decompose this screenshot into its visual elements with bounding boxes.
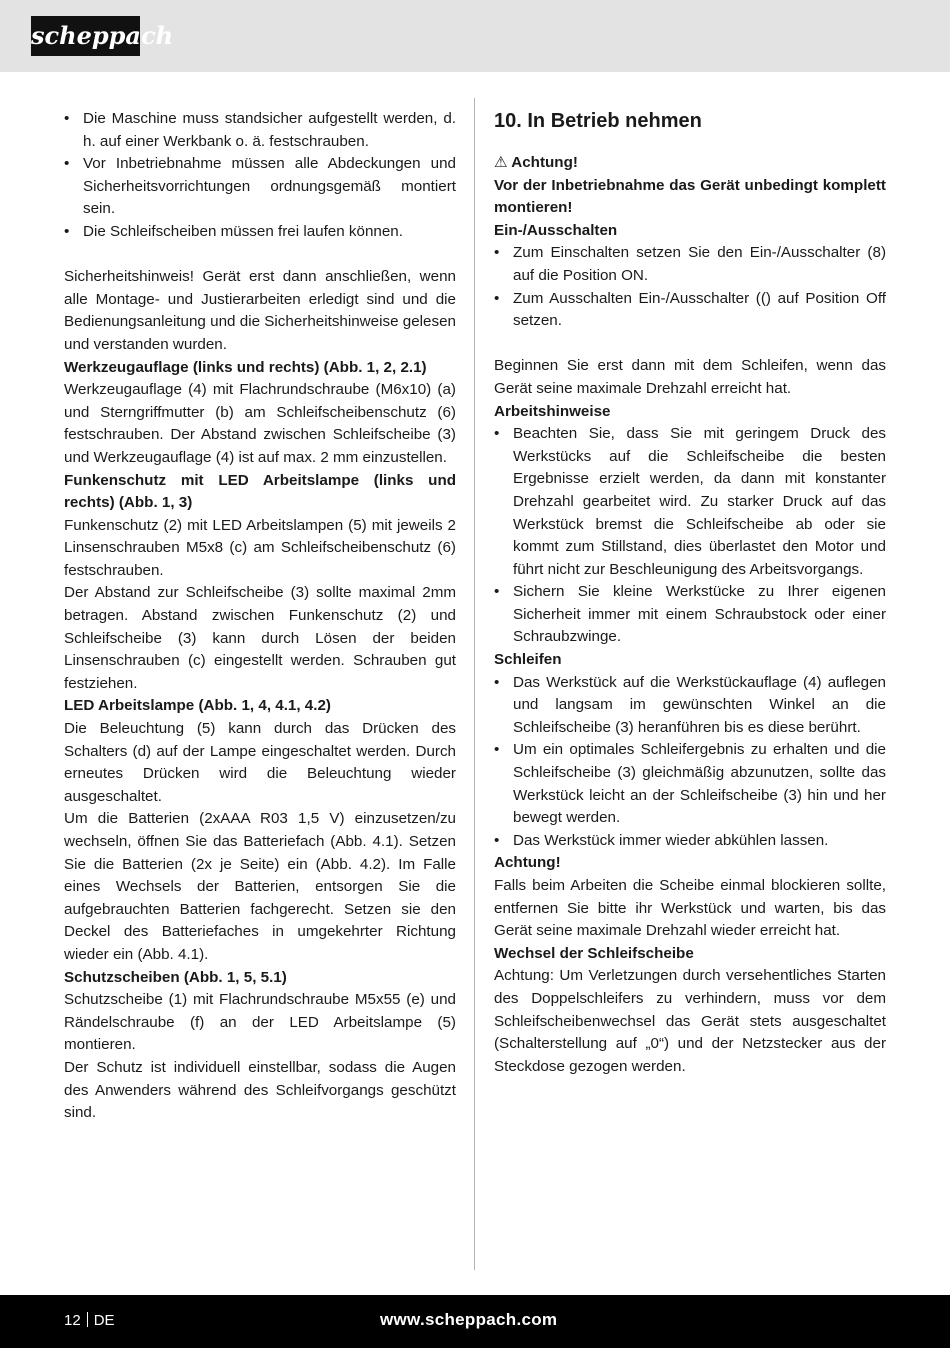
paragraph: Funkenschutz (2) mit LED Arbeitslampen (5) mit jeweils 2 Linsenschrauben M5x8 (c) am Schleifscheibenschutz (6) festschrauben. — [64, 516, 456, 579]
list-item: • Die Maschine muss standsicher aufgestellt werden, d. h. auf einer Werkbank o. ä. festschrauben. — [64, 108, 456, 153]
section-heading-wheel-change: Wechsel der Schleifscheibe — [494, 944, 694, 962]
list-item: • Die Schleifscheiben müssen frei laufen können. — [64, 221, 456, 244]
paragraph: Werkzeugauflage (4) mit Flachrundschraube (M6x10) (a) und Sterngriffmutter (b) am Schleifscheibenschutz (6) festschrauben. Der Abstand zwischen Schleifscheibe (3) und Werkzeugauflage (4) ist auf max. 2 mm einzustellen. — [64, 381, 456, 466]
footer-bar — [0, 1295, 950, 1348]
header-bar — [0, 0, 950, 72]
start-note: Beginnen Sie erst dann mit dem Schleifen, wenn das Gerät seine maximale Drehzahl erreicht hat. — [494, 357, 886, 397]
paragraph: Achtung: Um Verletzungen durch versehentliches Starten des Doppelschleifers zu verhindern, muss vor dem Schleifscheibenwechsel das Gerät stets ausgeschaltet (Schalterstellung auf „0“) und der Netzstecker aus der Steckdose gezogen werden. — [494, 967, 886, 1075]
paragraph: Um die Batterien (2xAAA R03 1,5 V) einzusetzen/zu wechseln, öffnen Sie das Batteriefach (Abb. 4.1). Setzen Sie die Batterien (2x je Seite) ein (Abb. 4.2). Im Falle eines Wechsels der Batterien, entsorgen Sie die aufgebrauchten Batterien fachgerecht. Setzen sie den Deckel des Batteriefaches in umgekehrter Richtung wieder ein (Abb. 4.1). — [64, 810, 456, 963]
list-item: • Sichern Sie kleine Werkstücke zu Ihrer eigenen Sicherheit immer mit einem Schraubstock oder einer Schraubzwinge. — [494, 581, 886, 649]
paragraph: Der Schutz ist individuell einstellbar, sodass die Augen des Anwenders während des Schleifvorgangs geschützt sind. — [64, 1058, 456, 1122]
section-heading-work-notes: Arbeitshinweise — [494, 402, 611, 420]
paragraph: Falls beim Arbeiten die Scheibe einmal blockieren sollte, entfernen Sie bitte ihr Werkstück und warten, bis das Gerät seine maximale Drehzahl wieder erreicht hat. — [494, 877, 886, 940]
section-heading-led-lamp: LED Arbeitslampe (Abb. 1, 4, 4.1, 4.2) — [64, 697, 331, 715]
paragraph: Schutzscheibe (1) mit Flachrundschraube M5x55 (e) und Rändelschraube (f) an der LED Arbeitslampe (5) montieren. — [64, 991, 456, 1054]
scheppach-logo: scheppach — [31, 16, 140, 56]
section-heading-grinding: Schleifen — [494, 651, 562, 669]
section-heading-spark-guard: Funkenschutz mit LED Arbeitslampe (links und rechts) (Abb. 1, 3) — [64, 471, 456, 512]
list-item: • Das Werkstück auf die Werkstückauflage (4) auflegen und langsam im gewünschten Winkel an die Schleifscheibe (3) heranführen bis es diese berührt. — [494, 672, 886, 740]
paragraph: Der Abstand zur Schleifscheibe (3) sollte maximal 2mm betragen. Abstand zwischen Funkenschutz (2) und Schleifscheibe (3) kann durch Lösen der beiden Linsenschrauben (c) eingestellt werden. Schrauben gut festziehen. — [64, 584, 456, 692]
footer-separator — [87, 1312, 88, 1327]
right-column — [494, 108, 886, 1078]
grinding-bullet-list — [494, 672, 886, 853]
list-item: • Um ein optimales Schleifergebnis zu erhalten und die Schleifscheibe (3) gleichmäßig abzunutzen, sollte das Werkstück leicht an der Schleifscheibe (3) hin und her bewegt werden. — [494, 739, 886, 829]
list-item: • Beachten Sie, dass Sie mit geringem Druck des Werkstücks auf die Schleifscheibe die besten Ergebnisse erzielt werden, da dann mit konstanter Drehzahl gearbeitet wird. Zu starker Druck auf das Werkstück bremst die Schleifscheibe ab oder sie kommt zum Stillstand, dies überlastet den Motor und führt nicht zur Beschleunigung des Arbeitsvorgangs. — [494, 423, 886, 581]
section-heading-protective-shields: Schutzscheiben (Abb. 1, 5, 5.1) — [64, 968, 287, 986]
page-indicator — [64, 1310, 115, 1332]
list-item: • Zum Ausschalten Ein-/Ausschalter (() auf Position Off setzen. — [494, 288, 886, 333]
language-code: DE — [93, 1312, 115, 1329]
page-number: 12 — [64, 1312, 81, 1329]
work-notes-bullet-list — [494, 423, 886, 649]
paragraph: Die Beleuchtung (5) kann durch das Drücken des Schalters (d) auf der Lampe eingeschaltet werden. Durch erneutes Drücken wird die Beleuchtung wieder ausgeschaltet. — [64, 720, 456, 805]
list-item: • Vor Inbetriebnahme müssen alle Abdeckungen und Sicherheitsvorrichtungen ordnungsgemäß montiert sein. — [64, 153, 456, 221]
list-item: • Das Werkstück immer wieder abkühlen lassen. — [494, 830, 886, 853]
warning-text: Vor der Inbetriebnahme das Gerät unbedingt komplett montieren! — [494, 176, 886, 217]
list-item: • Zum Einschalten setzen Sie den Ein-/Ausschalter (8) auf die Position ON. — [494, 242, 886, 287]
on-off-bullet-list — [494, 242, 886, 332]
section-heading-tool-rest: Werkzeugauflage (links und rechts) (Abb. 1, 2, 2.1) — [64, 358, 427, 376]
chapter-title: 10. In Betrieb nehmen — [494, 110, 702, 132]
section-heading-on-off: Ein-/Ausschalten — [494, 221, 618, 239]
safety-note: Sicherheitshinweis! Gerät erst dann anschließen, wenn alle Montage- und Justierarbeiten erledigt sind und die Bedienungsanleitung und die Sicherheitshinweise gelesen und verstanden wurden. — [64, 268, 456, 353]
setup-bullet-list — [64, 108, 456, 244]
column-divider — [474, 98, 475, 1270]
section-heading-attention: Achtung! — [494, 854, 561, 872]
warning-label: ⚠ Achtung! — [494, 154, 578, 171]
website-link[interactable]: www.scheppach.com — [380, 1310, 558, 1329]
left-column — [64, 108, 456, 1125]
